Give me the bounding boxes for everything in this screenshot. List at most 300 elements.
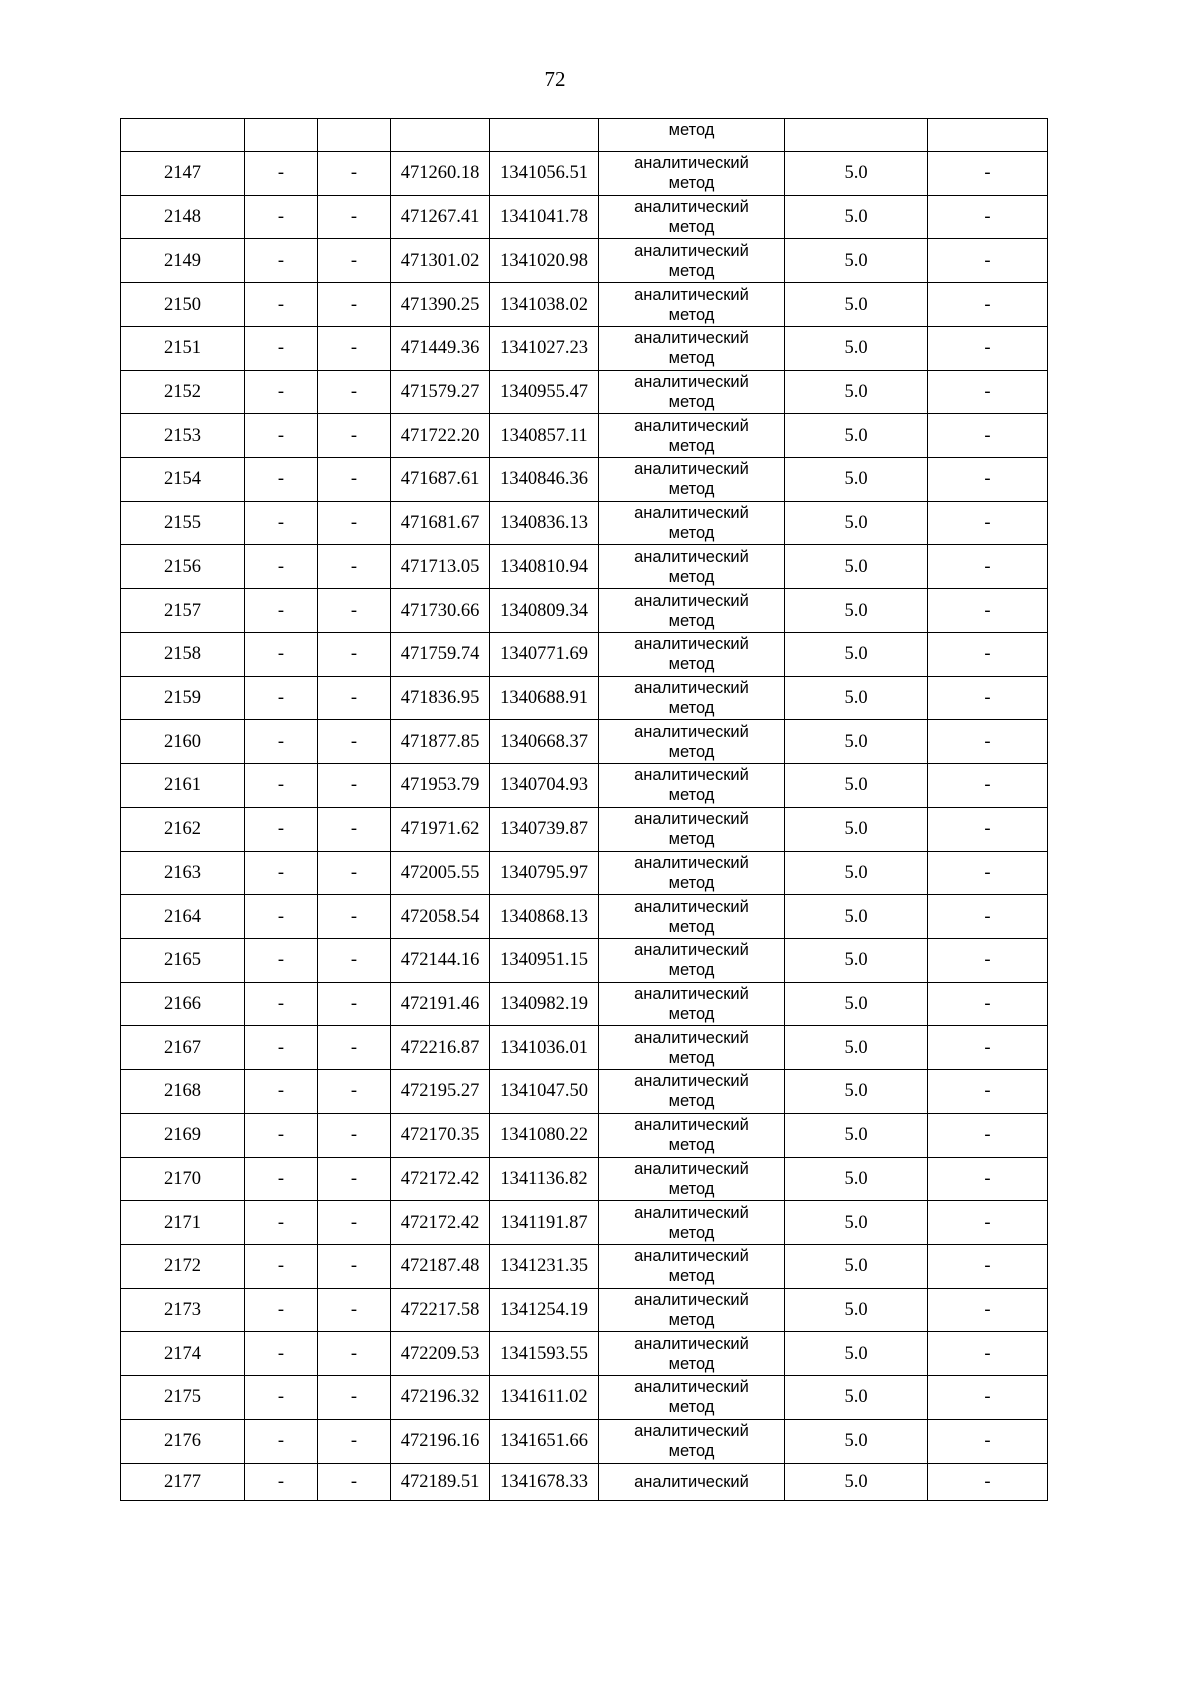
method-text-line: метод [668, 830, 715, 849]
dash-cell: - [318, 938, 391, 982]
method-text-line: метод [668, 436, 715, 455]
point-number-cell: 2165 [121, 938, 245, 982]
accuracy-cell: 5.0 [785, 1070, 928, 1114]
method-text-line: аналитический [634, 241, 749, 260]
dash-cell: - [245, 1201, 318, 1245]
x-coordinate-cell: 471971.62 [391, 807, 490, 851]
method-cell [599, 152, 785, 196]
point-number-cell: 2152 [121, 370, 245, 414]
accuracy-cell: 5.0 [785, 720, 928, 764]
table-row [121, 807, 1048, 851]
x-coordinate-cell: 472209.53 [391, 1332, 490, 1376]
y-coordinate-cell: 1341678.33 [490, 1463, 599, 1500]
y-coordinate-cell: 1340809.34 [490, 589, 599, 633]
dash-cell: - [245, 764, 318, 808]
dash-cell: - [245, 370, 318, 414]
y-coordinate-cell: 1340846.36 [490, 458, 599, 502]
x-coordinate-cell: 471301.02 [391, 239, 490, 283]
dash-cell: - [318, 152, 391, 196]
accuracy-cell: 5.0 [785, 239, 928, 283]
table-row [121, 1288, 1048, 1332]
dash-cell: - [318, 414, 391, 458]
point-number-cell: 2172 [121, 1244, 245, 1288]
x-coordinate-cell: 472217.58 [391, 1288, 490, 1332]
method-cell [599, 632, 785, 676]
y-coordinate-cell: 1341611.02 [490, 1376, 599, 1420]
y-coordinate-cell [490, 119, 599, 152]
dash-cell: - [318, 895, 391, 939]
point-number-cell: 2171 [121, 1201, 245, 1245]
x-coordinate-cell: 472144.16 [391, 938, 490, 982]
accuracy-cell: 5.0 [785, 1026, 928, 1070]
dash-cell: - [245, 1419, 318, 1463]
method-text-line: метод [668, 392, 715, 411]
x-coordinate-cell: 472189.51 [391, 1463, 490, 1500]
method-text-line: метод [668, 655, 715, 674]
method-text-line: метод [668, 121, 715, 139]
y-coordinate-cell: 1341047.50 [490, 1070, 599, 1114]
dash-cell: - [928, 632, 1048, 676]
dash-cell: - [928, 152, 1048, 196]
method-text-line: метод [668, 305, 715, 324]
method-text-line: метод [668, 1398, 715, 1417]
point-number-cell: 2163 [121, 851, 245, 895]
dash-cell: - [245, 1288, 318, 1332]
accuracy-cell: 5.0 [785, 283, 928, 327]
dash-cell: - [245, 152, 318, 196]
method-cell [599, 239, 785, 283]
method-text-line: метод [668, 1354, 715, 1373]
point-number-cell: 2164 [121, 895, 245, 939]
x-coordinate-cell: 471759.74 [391, 632, 490, 676]
method-text-line: аналитический [634, 985, 749, 1004]
dash-cell: - [245, 1113, 318, 1157]
dash-cell [928, 119, 1048, 152]
x-coordinate-cell: 471730.66 [391, 589, 490, 633]
accuracy-cell: 5.0 [785, 764, 928, 808]
method-cell [599, 1070, 785, 1114]
method-text-line: метод [668, 786, 715, 805]
table-row [121, 370, 1048, 414]
dash-cell: - [928, 1419, 1048, 1463]
dash-cell: - [318, 720, 391, 764]
method-text-line: метод [668, 611, 715, 630]
point-number-cell: 2173 [121, 1288, 245, 1332]
accuracy-cell: 5.0 [785, 1419, 928, 1463]
accuracy-cell: 5.0 [785, 152, 928, 196]
dash-cell: - [928, 895, 1048, 939]
accuracy-cell: 5.0 [785, 1376, 928, 1420]
x-coordinate-cell: 471579.27 [391, 370, 490, 414]
table-row [121, 589, 1048, 633]
x-coordinate-cell [391, 119, 490, 152]
method-text-line: аналитический [634, 897, 749, 916]
x-coordinate-cell: 471449.36 [391, 326, 490, 370]
dash-cell: - [318, 807, 391, 851]
point-number-cell: 2160 [121, 720, 245, 764]
dash-cell: - [318, 1288, 391, 1332]
x-coordinate-cell: 471722.20 [391, 414, 490, 458]
table-row [121, 458, 1048, 502]
method-text-line: аналитический [634, 766, 749, 785]
dash-cell: - [245, 982, 318, 1026]
dash-cell: - [318, 195, 391, 239]
dash-cell: - [928, 720, 1048, 764]
dash-cell: - [928, 1070, 1048, 1114]
dash-cell: - [245, 1463, 318, 1500]
point-number-cell: 2151 [121, 326, 245, 370]
method-text-line: аналитический [634, 853, 749, 872]
accuracy-cell: 5.0 [785, 501, 928, 545]
method-cell [599, 501, 785, 545]
dash-cell: - [928, 1157, 1048, 1201]
accuracy-cell [785, 119, 928, 152]
dash-cell: - [245, 895, 318, 939]
dash-cell: - [318, 1332, 391, 1376]
accuracy-cell: 5.0 [785, 1332, 928, 1376]
method-cell [599, 1244, 785, 1288]
dash-cell: - [245, 807, 318, 851]
point-number-cell: 2147 [121, 152, 245, 196]
method-text-line: метод [668, 261, 715, 280]
dash-cell: - [245, 938, 318, 982]
dash-cell: - [318, 545, 391, 589]
dash-cell: - [928, 545, 1048, 589]
accuracy-cell: 5.0 [785, 938, 928, 982]
method-cell [599, 764, 785, 808]
accuracy-cell: 5.0 [785, 895, 928, 939]
x-coordinate-cell: 472005.55 [391, 851, 490, 895]
dash-cell: - [245, 1070, 318, 1114]
y-coordinate-cell: 1340982.19 [490, 982, 599, 1026]
method-text-line: аналитический [634, 810, 749, 829]
method-text-line: метод [668, 218, 715, 237]
method-cell [599, 1157, 785, 1201]
accuracy-cell: 5.0 [785, 1201, 928, 1245]
dash-cell: - [318, 1026, 391, 1070]
table-row [121, 1463, 1048, 1500]
dash-cell: - [245, 326, 318, 370]
method-text-line: аналитический [634, 504, 749, 523]
method-text-line: метод [668, 1442, 715, 1461]
table-row [121, 195, 1048, 239]
method-cell [599, 1026, 785, 1070]
point-number-cell: 2166 [121, 982, 245, 1026]
dash-cell: - [245, 545, 318, 589]
table-row [121, 1201, 1048, 1245]
dash-cell: - [318, 501, 391, 545]
method-text-line: метод [668, 742, 715, 761]
table-row [121, 414, 1048, 458]
x-coordinate-cell: 472170.35 [391, 1113, 490, 1157]
dash-cell: - [928, 982, 1048, 1026]
method-cell [599, 283, 785, 327]
table-row [121, 1026, 1048, 1070]
x-coordinate-cell: 472196.16 [391, 1419, 490, 1463]
y-coordinate-cell: 1341080.22 [490, 1113, 599, 1157]
point-number-cell: 2161 [121, 764, 245, 808]
y-coordinate-cell: 1340668.37 [490, 720, 599, 764]
accuracy-cell: 5.0 [785, 1157, 928, 1201]
method-text-line: аналитический [634, 1203, 749, 1222]
method-cell [599, 1376, 785, 1420]
dash-cell: - [318, 676, 391, 720]
method-cell [599, 895, 785, 939]
y-coordinate-cell: 1341020.98 [490, 239, 599, 283]
x-coordinate-cell: 471713.05 [391, 545, 490, 589]
dash-cell: - [928, 676, 1048, 720]
dash-cell: - [928, 1244, 1048, 1288]
method-text-line: метод [668, 1136, 715, 1155]
table-row [121, 326, 1048, 370]
dash-cell: - [318, 283, 391, 327]
table-row [121, 1376, 1048, 1420]
accuracy-cell: 5.0 [785, 1113, 928, 1157]
y-coordinate-cell: 1340857.11 [490, 414, 599, 458]
dash-cell: - [928, 326, 1048, 370]
method-text-line: аналитический [634, 635, 749, 654]
accuracy-cell: 5.0 [785, 458, 928, 502]
point-number-cell: 2170 [121, 1157, 245, 1201]
coordinates-table-body [121, 119, 1048, 1501]
dash-cell: - [318, 1113, 391, 1157]
table-row [121, 545, 1048, 589]
y-coordinate-cell: 1340739.87 [490, 807, 599, 851]
x-coordinate-cell: 472195.27 [391, 1070, 490, 1114]
dash-cell: - [318, 851, 391, 895]
method-text-line: метод [668, 174, 715, 193]
y-coordinate-cell: 1341041.78 [490, 195, 599, 239]
dash-cell: - [928, 589, 1048, 633]
dash-cell: - [318, 1376, 391, 1420]
method-text-line: аналитический [634, 1472, 749, 1491]
method-text-line: аналитический [634, 722, 749, 741]
dash-cell: - [245, 501, 318, 545]
x-coordinate-cell: 471681.67 [391, 501, 490, 545]
x-coordinate-cell: 472058.54 [391, 895, 490, 939]
method-cell [599, 414, 785, 458]
y-coordinate-cell: 1340810.94 [490, 545, 599, 589]
method-cell [599, 938, 785, 982]
method-text-line: аналитический [634, 1028, 749, 1047]
x-coordinate-cell: 471390.25 [391, 283, 490, 327]
dash-cell: - [245, 1376, 318, 1420]
dash-cell: - [245, 1332, 318, 1376]
dash-cell: - [928, 1201, 1048, 1245]
dash-cell: - [318, 1463, 391, 1500]
x-coordinate-cell: 471836.95 [391, 676, 490, 720]
method-cell [599, 545, 785, 589]
dash-cell: - [928, 938, 1048, 982]
point-number-cell: 2167 [121, 1026, 245, 1070]
method-cell [599, 1419, 785, 1463]
method-cell [599, 676, 785, 720]
method-text-line: аналитический [634, 198, 749, 217]
dash-cell: - [318, 326, 391, 370]
table-row [121, 239, 1048, 283]
method-text-line: аналитический [634, 1291, 749, 1310]
y-coordinate-cell: 1340951.15 [490, 938, 599, 982]
method-text-line: аналитический [634, 1378, 749, 1397]
method-cell [599, 1201, 785, 1245]
dash-cell: - [928, 370, 1048, 414]
y-coordinate-cell: 1340688.91 [490, 676, 599, 720]
y-coordinate-cell: 1340704.93 [490, 764, 599, 808]
method-text-line: аналитический [634, 329, 749, 348]
method-text-line: метод [668, 1179, 715, 1198]
y-coordinate-cell: 1341254.19 [490, 1288, 599, 1332]
method-text-line: аналитический [634, 678, 749, 697]
dash-cell: - [928, 1288, 1048, 1332]
point-number-cell [121, 119, 245, 152]
page-number: 72 [544, 67, 566, 91]
table-row [121, 501, 1048, 545]
accuracy-cell: 5.0 [785, 807, 928, 851]
method-text-line: аналитический [634, 416, 749, 435]
y-coordinate-cell: 1341038.02 [490, 283, 599, 327]
method-cell [599, 370, 785, 414]
method-text-line: метод [668, 1311, 715, 1330]
y-coordinate-cell: 1341056.51 [490, 152, 599, 196]
dash-cell: - [928, 458, 1048, 502]
y-coordinate-cell: 1341231.35 [490, 1244, 599, 1288]
method-cell [599, 458, 785, 502]
x-coordinate-cell: 472191.46 [391, 982, 490, 1026]
accuracy-cell: 5.0 [785, 589, 928, 633]
method-cell [599, 326, 785, 370]
dash-cell [245, 119, 318, 152]
dash-cell: - [245, 589, 318, 633]
method-text-line: метод [668, 698, 715, 717]
point-number-cell: 2176 [121, 1419, 245, 1463]
dash-cell: - [928, 807, 1048, 851]
table-row [121, 851, 1048, 895]
dash-cell: - [318, 1201, 391, 1245]
table-row [121, 1113, 1048, 1157]
x-coordinate-cell: 471260.18 [391, 152, 490, 196]
dash-cell: - [318, 632, 391, 676]
dash-cell: - [928, 195, 1048, 239]
point-number-cell: 2148 [121, 195, 245, 239]
dash-cell: - [318, 1419, 391, 1463]
method-text-line: метод [668, 1267, 715, 1286]
dash-cell: - [245, 1026, 318, 1070]
point-number-cell: 2177 [121, 1463, 245, 1500]
table-row [121, 1244, 1048, 1288]
continuation-row [121, 119, 1048, 152]
accuracy-cell: 5.0 [785, 195, 928, 239]
table-row [121, 676, 1048, 720]
method-text-line: аналитический [634, 1116, 749, 1135]
method-text-line: метод [668, 961, 715, 980]
point-number-cell: 2156 [121, 545, 245, 589]
method-cell [599, 119, 785, 152]
method-text-line: метод [668, 1092, 715, 1111]
point-number-cell: 2168 [121, 1070, 245, 1114]
y-coordinate-cell: 1340771.69 [490, 632, 599, 676]
y-coordinate-cell: 1340795.97 [490, 851, 599, 895]
method-cell [599, 589, 785, 633]
table-row [121, 1419, 1048, 1463]
accuracy-cell: 5.0 [785, 370, 928, 414]
table-row [121, 982, 1048, 1026]
accuracy-cell: 5.0 [785, 676, 928, 720]
point-number-cell: 2154 [121, 458, 245, 502]
table-row [121, 1157, 1048, 1201]
coordinates-table [120, 118, 1048, 1501]
y-coordinate-cell: 1340955.47 [490, 370, 599, 414]
method-text-line: аналитический [634, 154, 749, 173]
dash-cell: - [928, 1463, 1048, 1500]
dash-cell: - [318, 1244, 391, 1288]
accuracy-cell: 5.0 [785, 1463, 928, 1500]
point-number-cell: 2158 [121, 632, 245, 676]
point-number-cell: 2174 [121, 1332, 245, 1376]
method-text-line: аналитический [634, 591, 749, 610]
point-number-cell: 2175 [121, 1376, 245, 1420]
dash-cell [318, 119, 391, 152]
x-coordinate-cell: 472172.42 [391, 1201, 490, 1245]
x-coordinate-cell: 472216.87 [391, 1026, 490, 1070]
dash-cell: - [245, 458, 318, 502]
dash-cell: - [928, 764, 1048, 808]
dash-cell: - [318, 982, 391, 1026]
method-cell [599, 982, 785, 1026]
dash-cell: - [245, 720, 318, 764]
y-coordinate-cell: 1341027.23 [490, 326, 599, 370]
method-cell [599, 851, 785, 895]
point-number-cell: 2149 [121, 239, 245, 283]
method-text-line: метод [668, 349, 715, 368]
dash-cell: - [318, 764, 391, 808]
accuracy-cell: 5.0 [785, 851, 928, 895]
dash-cell: - [928, 1026, 1048, 1070]
method-text-line: аналитический [634, 547, 749, 566]
dash-cell: - [245, 283, 318, 327]
method-text-line: аналитический [634, 1072, 749, 1091]
dash-cell: - [318, 1070, 391, 1114]
dash-cell: - [928, 1376, 1048, 1420]
y-coordinate-cell: 1340836.13 [490, 501, 599, 545]
table-row [121, 938, 1048, 982]
table-row [121, 895, 1048, 939]
method-text-line: метод [668, 1223, 715, 1242]
y-coordinate-cell: 1341036.01 [490, 1026, 599, 1070]
dash-cell: - [245, 851, 318, 895]
x-coordinate-cell: 472172.42 [391, 1157, 490, 1201]
y-coordinate-cell: 1340868.13 [490, 895, 599, 939]
method-cell [599, 720, 785, 764]
y-coordinate-cell: 1341651.66 [490, 1419, 599, 1463]
point-number-cell: 2150 [121, 283, 245, 327]
accuracy-cell: 5.0 [785, 326, 928, 370]
dash-cell: - [928, 1332, 1048, 1376]
method-text-line: аналитический [634, 285, 749, 304]
accuracy-cell: 5.0 [785, 545, 928, 589]
method-text-line: аналитический [634, 460, 749, 479]
table-row [121, 720, 1048, 764]
x-coordinate-cell: 471267.41 [391, 195, 490, 239]
accuracy-cell: 5.0 [785, 982, 928, 1026]
accuracy-cell: 5.0 [785, 1288, 928, 1332]
x-coordinate-cell: 472196.32 [391, 1376, 490, 1420]
method-text-line: метод [668, 1005, 715, 1024]
y-coordinate-cell: 1341191.87 [490, 1201, 599, 1245]
point-number-cell: 2162 [121, 807, 245, 851]
method-text-line: аналитический [634, 1334, 749, 1353]
point-number-cell: 2155 [121, 501, 245, 545]
accuracy-cell: 5.0 [785, 1244, 928, 1288]
